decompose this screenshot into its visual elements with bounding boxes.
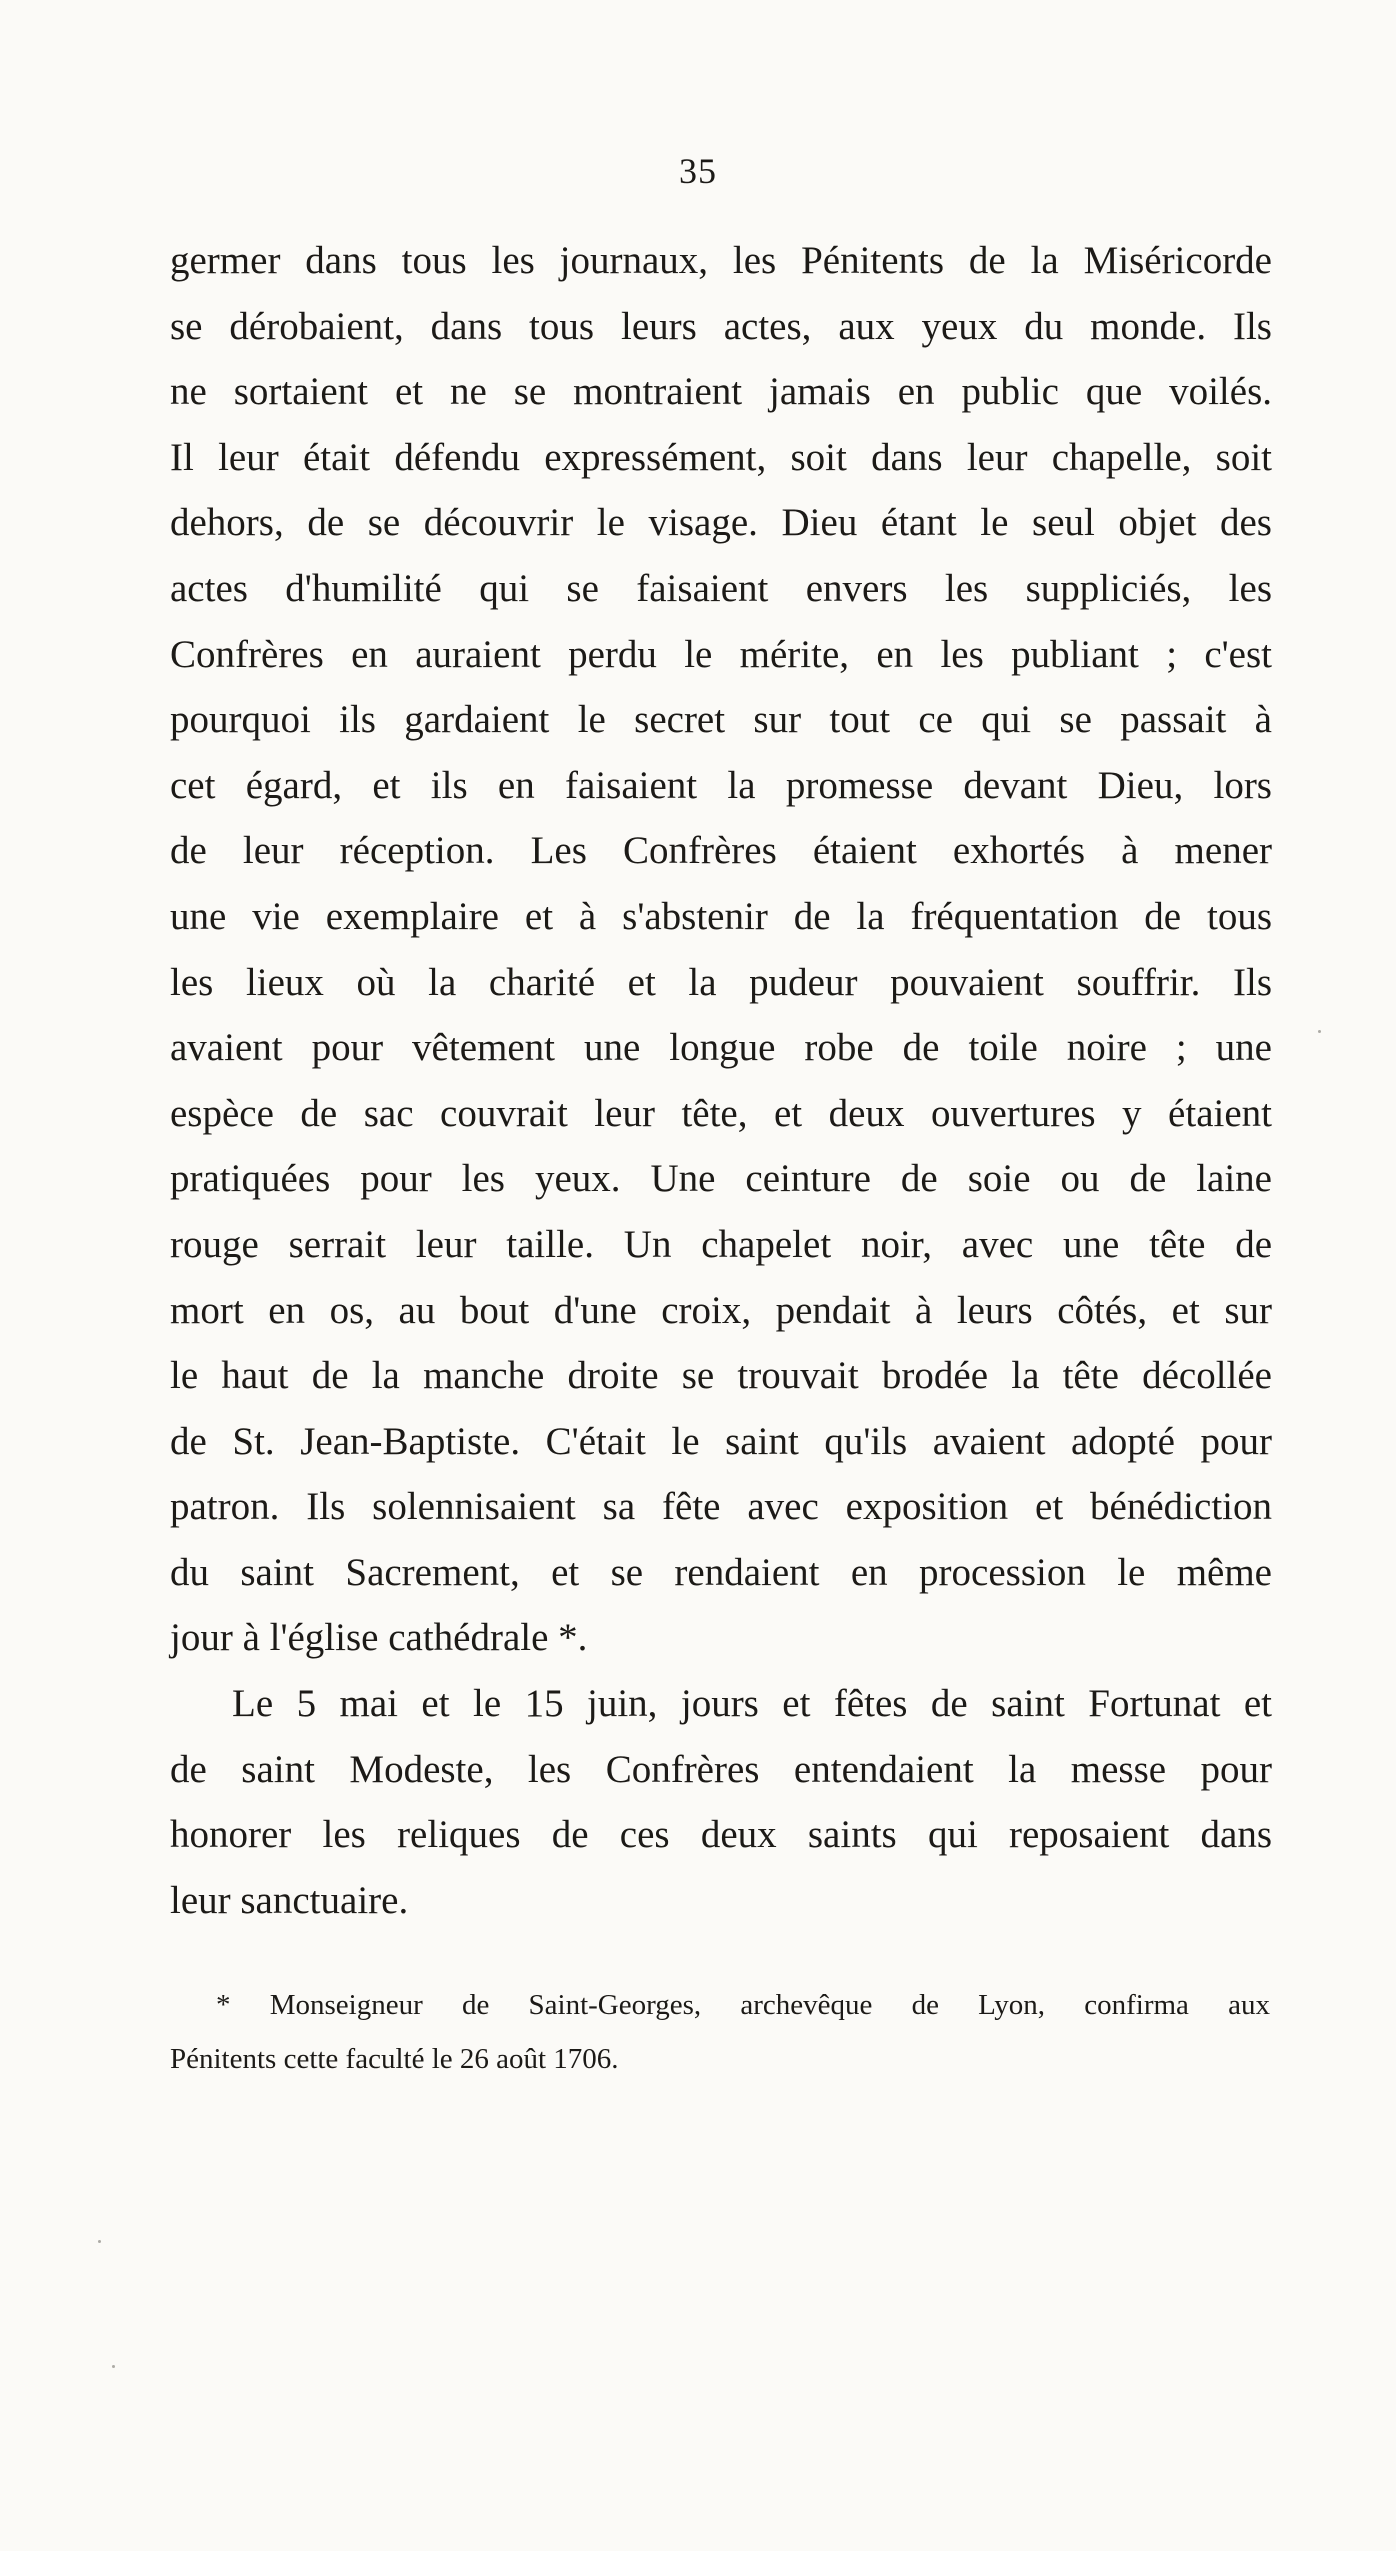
text-line: Confrères en auraient perdu le mérite, en les publiant ; c'est	[170, 632, 1272, 676]
text-line: germer dans tous les journaux, les Pénitents de la Miséricorde	[170, 239, 1272, 282]
text-line-paragraph-end: leur sanctuaire.	[170, 1878, 409, 1922]
footnote-line: * Monseigneur de Saint-Georges, archevêque de Lyon, confirma aux	[216, 1989, 1270, 2021]
text-line: actes d'humilité qui se faisaient envers les suppliciés, les	[170, 566, 1272, 610]
text-line: le haut de la manche droite se trouvait brodée la tête décollée	[170, 1354, 1272, 1398]
text-line: les lieux où la charité et la pudeur pouvaient souffrir. Ils	[170, 960, 1272, 1004]
text-line: pratiquées pour les yeux. Une ceinture de soie ou de laine	[170, 1157, 1272, 1201]
text-line: avaient pour vêtement une longue robe de toile noire ; une	[170, 1026, 1272, 1070]
paper-speck	[1318, 1030, 1321, 1033]
text-line: Il leur était défendu expressément, soit dans leur chapelle, soit	[170, 435, 1272, 479]
text-line-paragraph-end: jour à l'église cathédrale *.	[170, 1616, 588, 1660]
footnote	[170, 1978, 1270, 2086]
paper-speck	[112, 2365, 115, 2368]
text-line: mort en os, au bout d'une croix, pendait à leurs côtés, et sur	[170, 1288, 1272, 1332]
text-line: cet égard, et ils en faisaient la promesse devant Dieu, lors	[170, 763, 1272, 807]
text-line: pourquoi ils gardaient le secret sur tout ce qui se passait à	[170, 698, 1272, 742]
text-line: une vie exemplaire et à s'abstenir de la fréquentation de tous	[170, 894, 1272, 938]
text-line: espèce de sac couvrait leur tête, et deux ouvertures y étaient	[170, 1091, 1272, 1135]
text-line-paragraph-start: Le 5 mai et le 15 juin, jours et fêtes de saint Fortunat et	[232, 1682, 1272, 1726]
text-line: rouge serrait leur taille. Un chapelet noir, avec une tête de	[170, 1222, 1272, 1266]
paper-speck	[98, 2240, 101, 2243]
text-line: ne sortaient et ne se montraient jamais en public que voilés.	[170, 370, 1272, 414]
text-line: se dérobaient, dans tous leurs actes, aux yeux du monde. Ils	[170, 304, 1272, 348]
text-line: de saint Modeste, les Confrères entendaient la messe pour	[170, 1747, 1272, 1791]
page-number: 35	[679, 151, 717, 191]
text-line: patron. Ils solennisaient sa fête avec exposition et bénédiction	[170, 1485, 1272, 1529]
text-line: honorer les reliques de ces deux saints qui reposaient dans	[170, 1813, 1272, 1857]
text-line: du saint Sacrement, et se rendaient en procession le même	[170, 1550, 1272, 1594]
body-text	[170, 228, 1272, 1933]
footnote-line: Pénitents cette faculté le 26 août 1706.	[170, 2043, 619, 2075]
text-line: de leur réception. Les Confrères étaient exhortés à mener	[170, 829, 1272, 873]
text-line: de St. Jean-Baptiste. C'était le saint qu'ils avaient adopté pour	[170, 1419, 1272, 1463]
text-line: dehors, de se découvrir le visage. Dieu étant le seul objet des	[170, 501, 1272, 545]
